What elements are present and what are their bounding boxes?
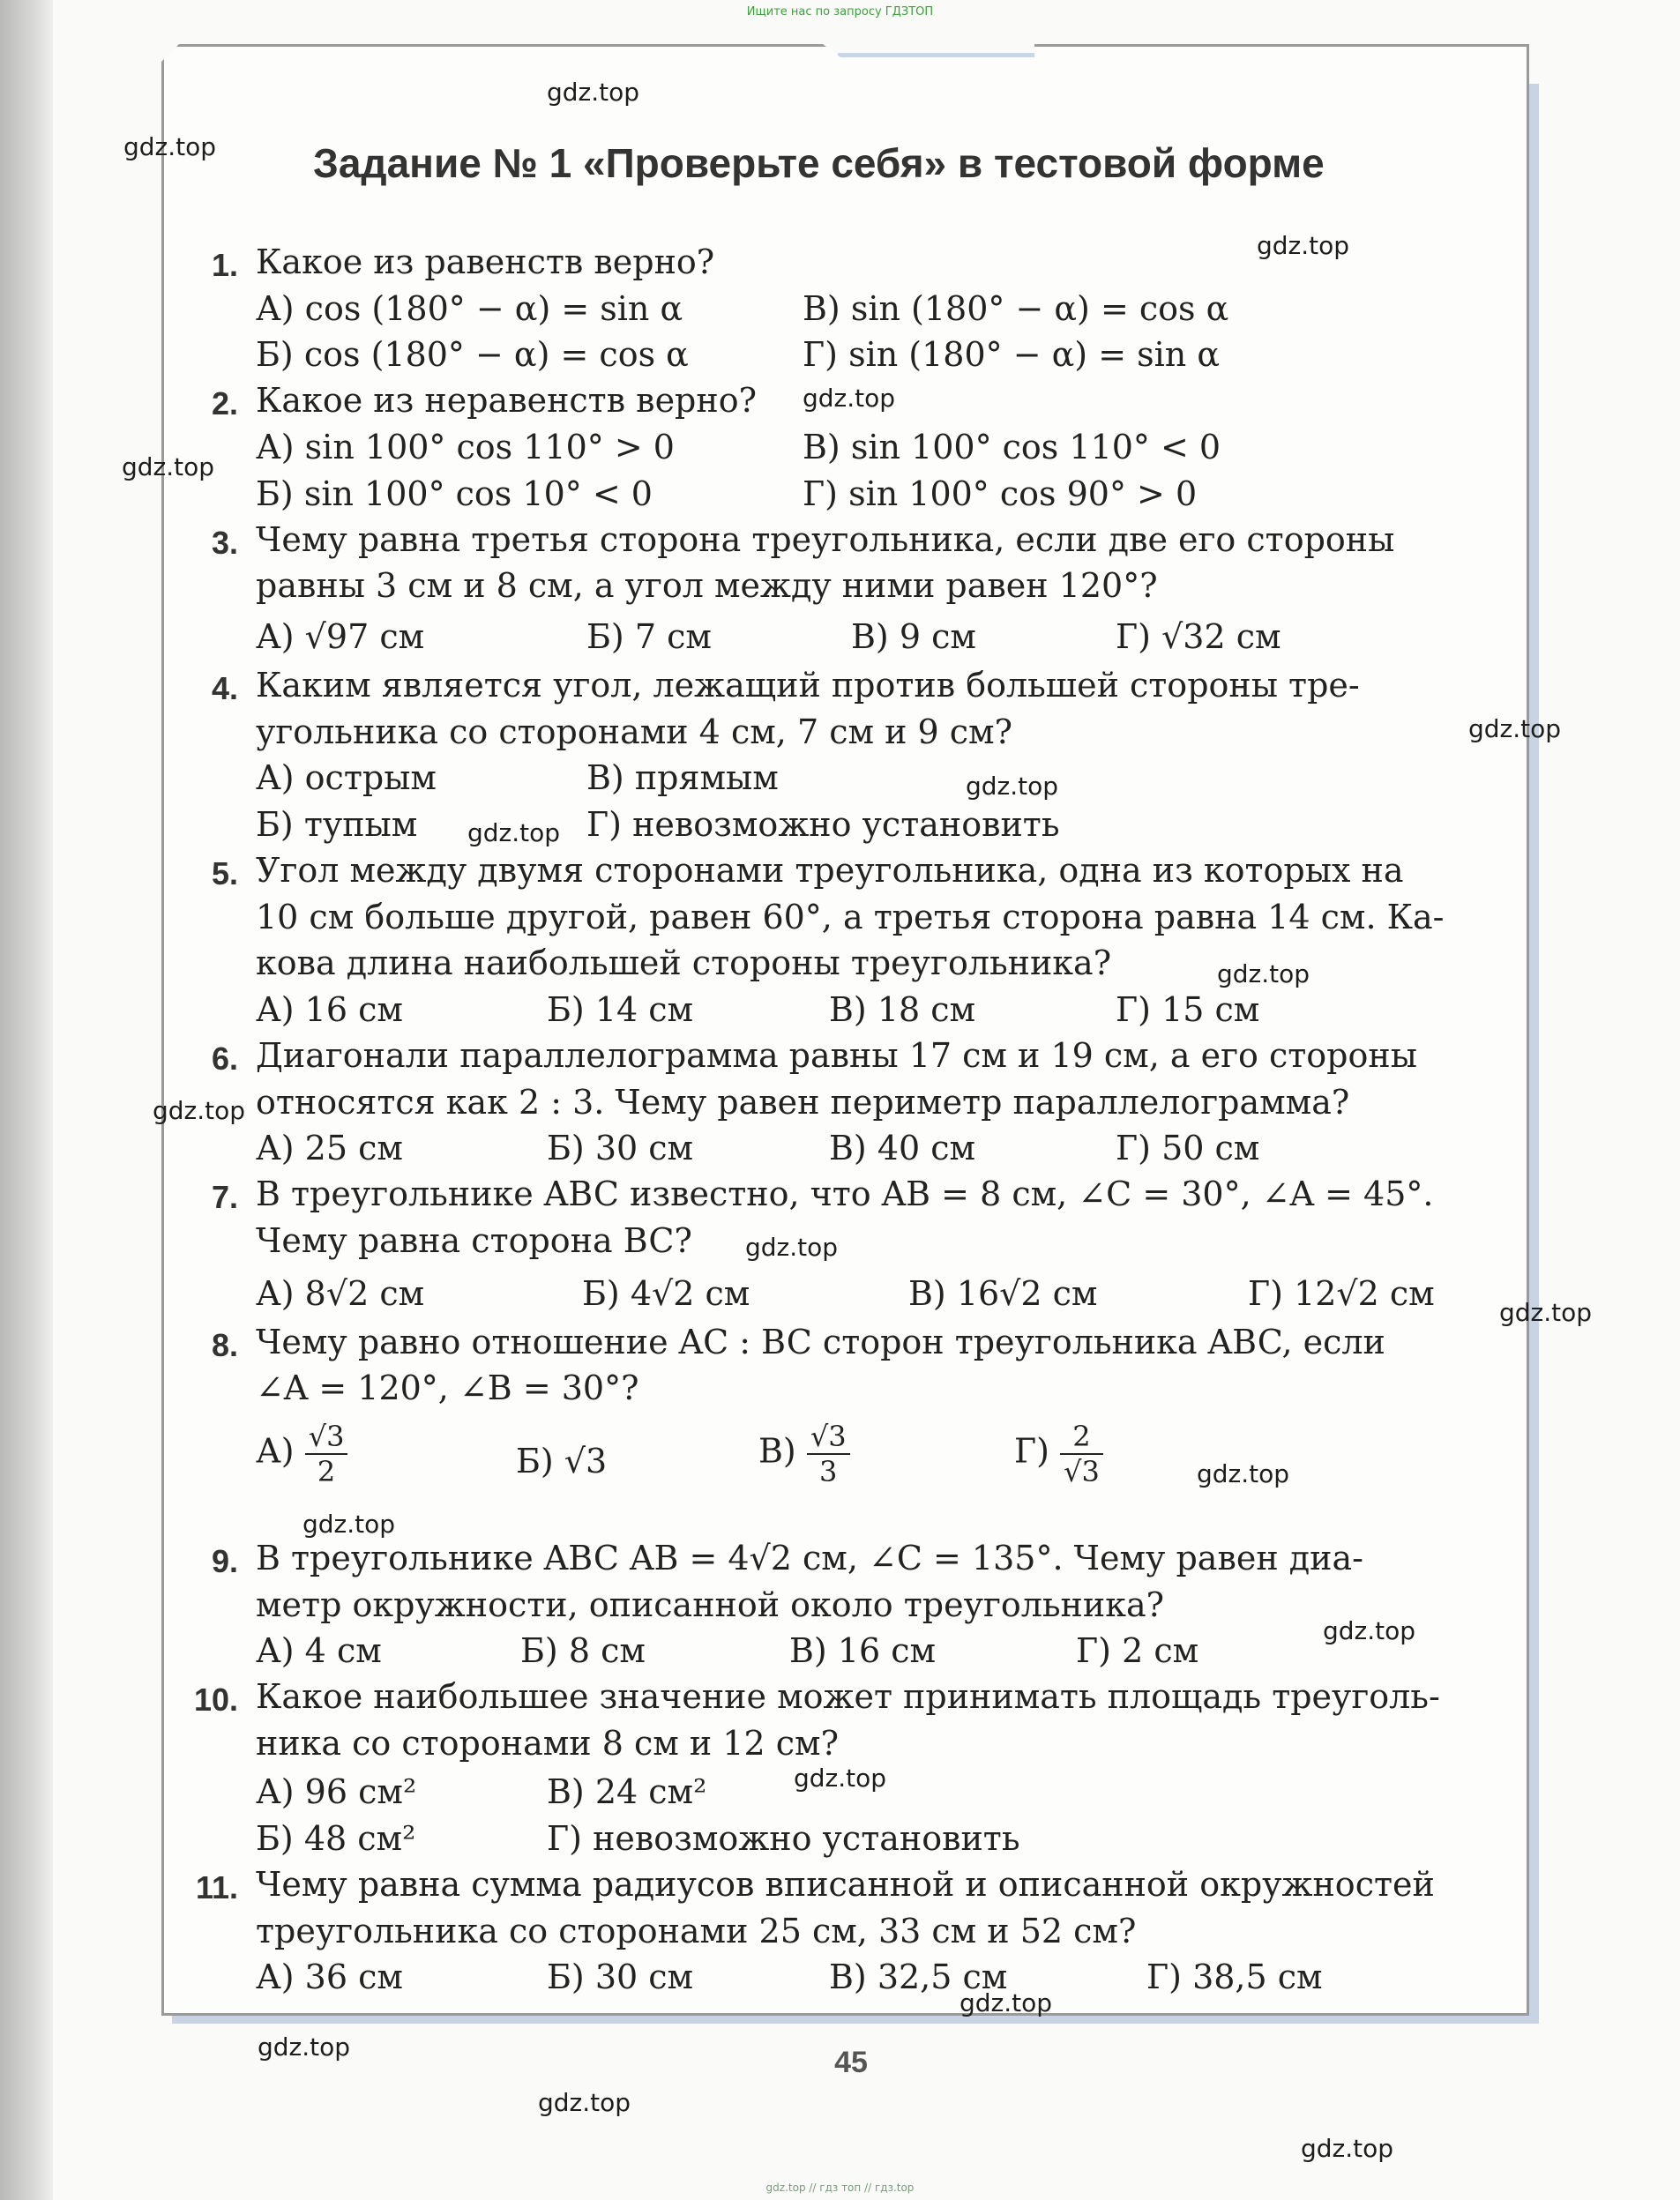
- option-label: В): [758, 1431, 796, 1471]
- option-b: Б) 30 см: [547, 1129, 694, 1167]
- option-a: А) 96 см²: [256, 1772, 417, 1811]
- question-text: равны 3 см и 8 см, а угол между ними равен 120°?: [256, 566, 1158, 605]
- watermark: gdz.top: [959, 1988, 1053, 2017]
- option-v: В) 16√2 см: [908, 1274, 1098, 1313]
- question-text: Диагонали параллелограмма равны 17 см и 19 см, а его стороны: [256, 1036, 1417, 1075]
- watermark: gdz.top: [1468, 714, 1562, 743]
- watermark: gdz.top: [1217, 959, 1310, 988]
- watermark: gdz.top: [803, 384, 896, 413]
- watermark: gdz.top: [302, 1510, 396, 1539]
- option-b: Б) cos (180° − α) = cos α: [256, 335, 689, 374]
- option-v: В) 32,5 см: [829, 1958, 1008, 1996]
- option-v: В) 9 см: [851, 617, 976, 656]
- option-b: Б) тупым: [256, 805, 418, 844]
- question-text: В треугольнике ABC известно, что AB = 8 см, ∠C = 30°, ∠A = 45°.: [256, 1175, 1434, 1213]
- option-a: А) 4 см: [256, 1631, 382, 1670]
- book-spine-shadow: [0, 0, 53, 2200]
- option-b: Б) √3: [516, 1442, 608, 1480]
- question-number: 8.: [211, 1327, 238, 1363]
- option-g: Г) 2 см: [1076, 1631, 1199, 1670]
- option-b: Б) 7 см: [586, 617, 712, 656]
- question-number: 4.: [211, 670, 238, 706]
- top-note: Ищите нас по запросу ГДЗТОП: [746, 5, 934, 19]
- option-a: А) 16 см: [256, 990, 403, 1029]
- question-text: ника со сторонами 8 см и 12 см?: [256, 1724, 839, 1763]
- watermark: gdz.top: [538, 2088, 631, 2117]
- option-a: А) острым: [256, 758, 437, 797]
- option-g: Г) √32 см: [1116, 617, 1281, 656]
- question-text: Какое наибольшее значение может принимать площадь треуголь-: [256, 1677, 1440, 1716]
- question-number: 2.: [211, 385, 238, 421]
- option-b: Б) 4√2 см: [582, 1274, 750, 1313]
- watermark: gdz.top: [1323, 1616, 1416, 1645]
- watermark: gdz.top: [1301, 2134, 1394, 2163]
- question-text: В треугольнике ABC AB = 4√2 см, ∠C = 135°. Чему равен диа-: [256, 1539, 1363, 1577]
- question-number: 9.: [211, 1543, 238, 1579]
- question-number: 6.: [211, 1040, 238, 1077]
- fraction: [305, 1420, 348, 1488]
- numerator: √3: [807, 1420, 850, 1455]
- numerator: √3: [305, 1420, 348, 1455]
- watermark: gdz.top: [547, 78, 640, 107]
- option-g: Г) невозможно установить: [547, 1819, 1020, 1858]
- option-g: Г) sin 100° cos 90° > 0: [803, 474, 1198, 513]
- option-g: Г) 38,5 см: [1146, 1958, 1323, 1996]
- watermark: gdz.top: [1499, 1298, 1593, 1327]
- question-text: Чему равна сторона BC?: [256, 1221, 692, 1260]
- option-v: В) sin 100° cos 110° < 0: [803, 428, 1221, 466]
- fraction: [807, 1420, 850, 1488]
- question-text: Какое из равенств верно?: [256, 242, 715, 281]
- option-label: А): [256, 1431, 295, 1471]
- option-g: Г) 15 см: [1116, 990, 1260, 1029]
- watermark: gdz.top: [258, 2032, 351, 2062]
- question-text: относятся как 2 : 3. Чему равен периметр параллелограмма?: [256, 1083, 1350, 1122]
- option-v: В) 18 см: [829, 990, 976, 1029]
- option-g: Г) sin (180° − α) = sin α: [803, 335, 1220, 374]
- denominator: √3: [1064, 1455, 1100, 1488]
- option-v: В) 16 см: [789, 1631, 937, 1670]
- question-text: Какое из неравенств верно?: [256, 381, 757, 420]
- option-g: Г) невозможно установить: [586, 805, 1060, 844]
- watermark: gdz.top: [745, 1233, 839, 1262]
- option-g: [1014, 1420, 1103, 1488]
- option-g: Г) 12√2 см: [1248, 1274, 1435, 1313]
- option-b: Б) 14 см: [547, 990, 694, 1029]
- watermark: gdz.top: [794, 1764, 887, 1793]
- option-a: А) √97 см: [256, 617, 425, 656]
- watermark: gdz.top: [153, 1096, 246, 1125]
- option-a: А) sin 100° cos 110° > 0: [256, 428, 675, 466]
- question-text: Угол между двумя сторонами треугольника, одна из которых на: [256, 851, 1404, 890]
- question-text: Чему равна сумма радиусов вписанной и описанной окружностей: [256, 1865, 1435, 1904]
- question-text: 10 см больше другой, равен 60°, а третья сторона равна 14 см. Ка-: [256, 898, 1445, 936]
- fraction: [1060, 1420, 1103, 1488]
- option-b: Б) 8 см: [520, 1631, 646, 1670]
- watermark: gdz.top: [123, 132, 217, 161]
- question-number: 11.: [195, 1869, 238, 1905]
- option-b: Б) 48 см²: [256, 1819, 416, 1858]
- question-number: 1.: [211, 247, 238, 283]
- bottom-note: gdz.top // гдз топ // гдз.top: [765, 2181, 915, 2194]
- question-number: 3.: [211, 525, 238, 561]
- question-text: ∠A = 120°, ∠B = 30°?: [256, 1368, 639, 1407]
- option-v: [758, 1420, 850, 1488]
- watermark: gdz.top: [966, 772, 1059, 801]
- option-v: В) sin (180° − α) = cos α: [803, 289, 1229, 328]
- page-title: Задание № 1 «Проверьте себя» в тестовой форме: [313, 140, 1325, 186]
- question-text: Чему равна третья сторона треугольника, если две его стороны: [256, 520, 1395, 559]
- option-a: А) 25 см: [256, 1129, 403, 1167]
- option-v: В) 40 см: [829, 1129, 976, 1167]
- watermark: gdz.top: [1257, 231, 1350, 260]
- question-text: Каким является угол, лежащий против большей стороны тре-: [256, 666, 1360, 705]
- numerator: 2: [1060, 1420, 1103, 1455]
- question-number: 10.: [193, 1682, 238, 1718]
- option-a: А) 36 см: [256, 1958, 403, 1996]
- question-text: угольника со сторонами 4 см, 7 см и 9 см?: [256, 712, 1012, 751]
- question-text: треугольника со сторонами 25 см, 33 см и 52 см?: [256, 1912, 1137, 1950]
- option-a: А) cos (180° − α) = sin α: [256, 289, 683, 328]
- option-label: Г): [1014, 1431, 1049, 1471]
- question-text: кова длина наибольшей стороны треугольника?: [256, 943, 1112, 982]
- question-text: Чему равно отношение AC : BC сторон треугольника ABC, если: [256, 1323, 1385, 1361]
- denominator: 2: [317, 1455, 336, 1488]
- option-a: [256, 1420, 347, 1488]
- option-b: Б) 30 см: [547, 1958, 694, 1996]
- watermark: gdz.top: [1197, 1459, 1290, 1488]
- question-text: метр окружности, описанной около треугольника?: [256, 1585, 1164, 1624]
- option-b: Б) sin 100° cos 10° < 0: [256, 474, 653, 513]
- watermark: gdz.top: [122, 452, 215, 481]
- option-v: В) прямым: [586, 758, 779, 797]
- option-a: А) 8√2 см: [256, 1274, 425, 1313]
- option-v: В) 24 см²: [547, 1772, 707, 1811]
- question-number: 5.: [211, 855, 238, 891]
- watermark: gdz.top: [467, 818, 561, 847]
- denominator: 3: [819, 1455, 838, 1488]
- question-number: 7.: [211, 1179, 238, 1215]
- page-number: 45: [834, 2046, 868, 2079]
- option-g: Г) 50 см: [1116, 1129, 1260, 1167]
